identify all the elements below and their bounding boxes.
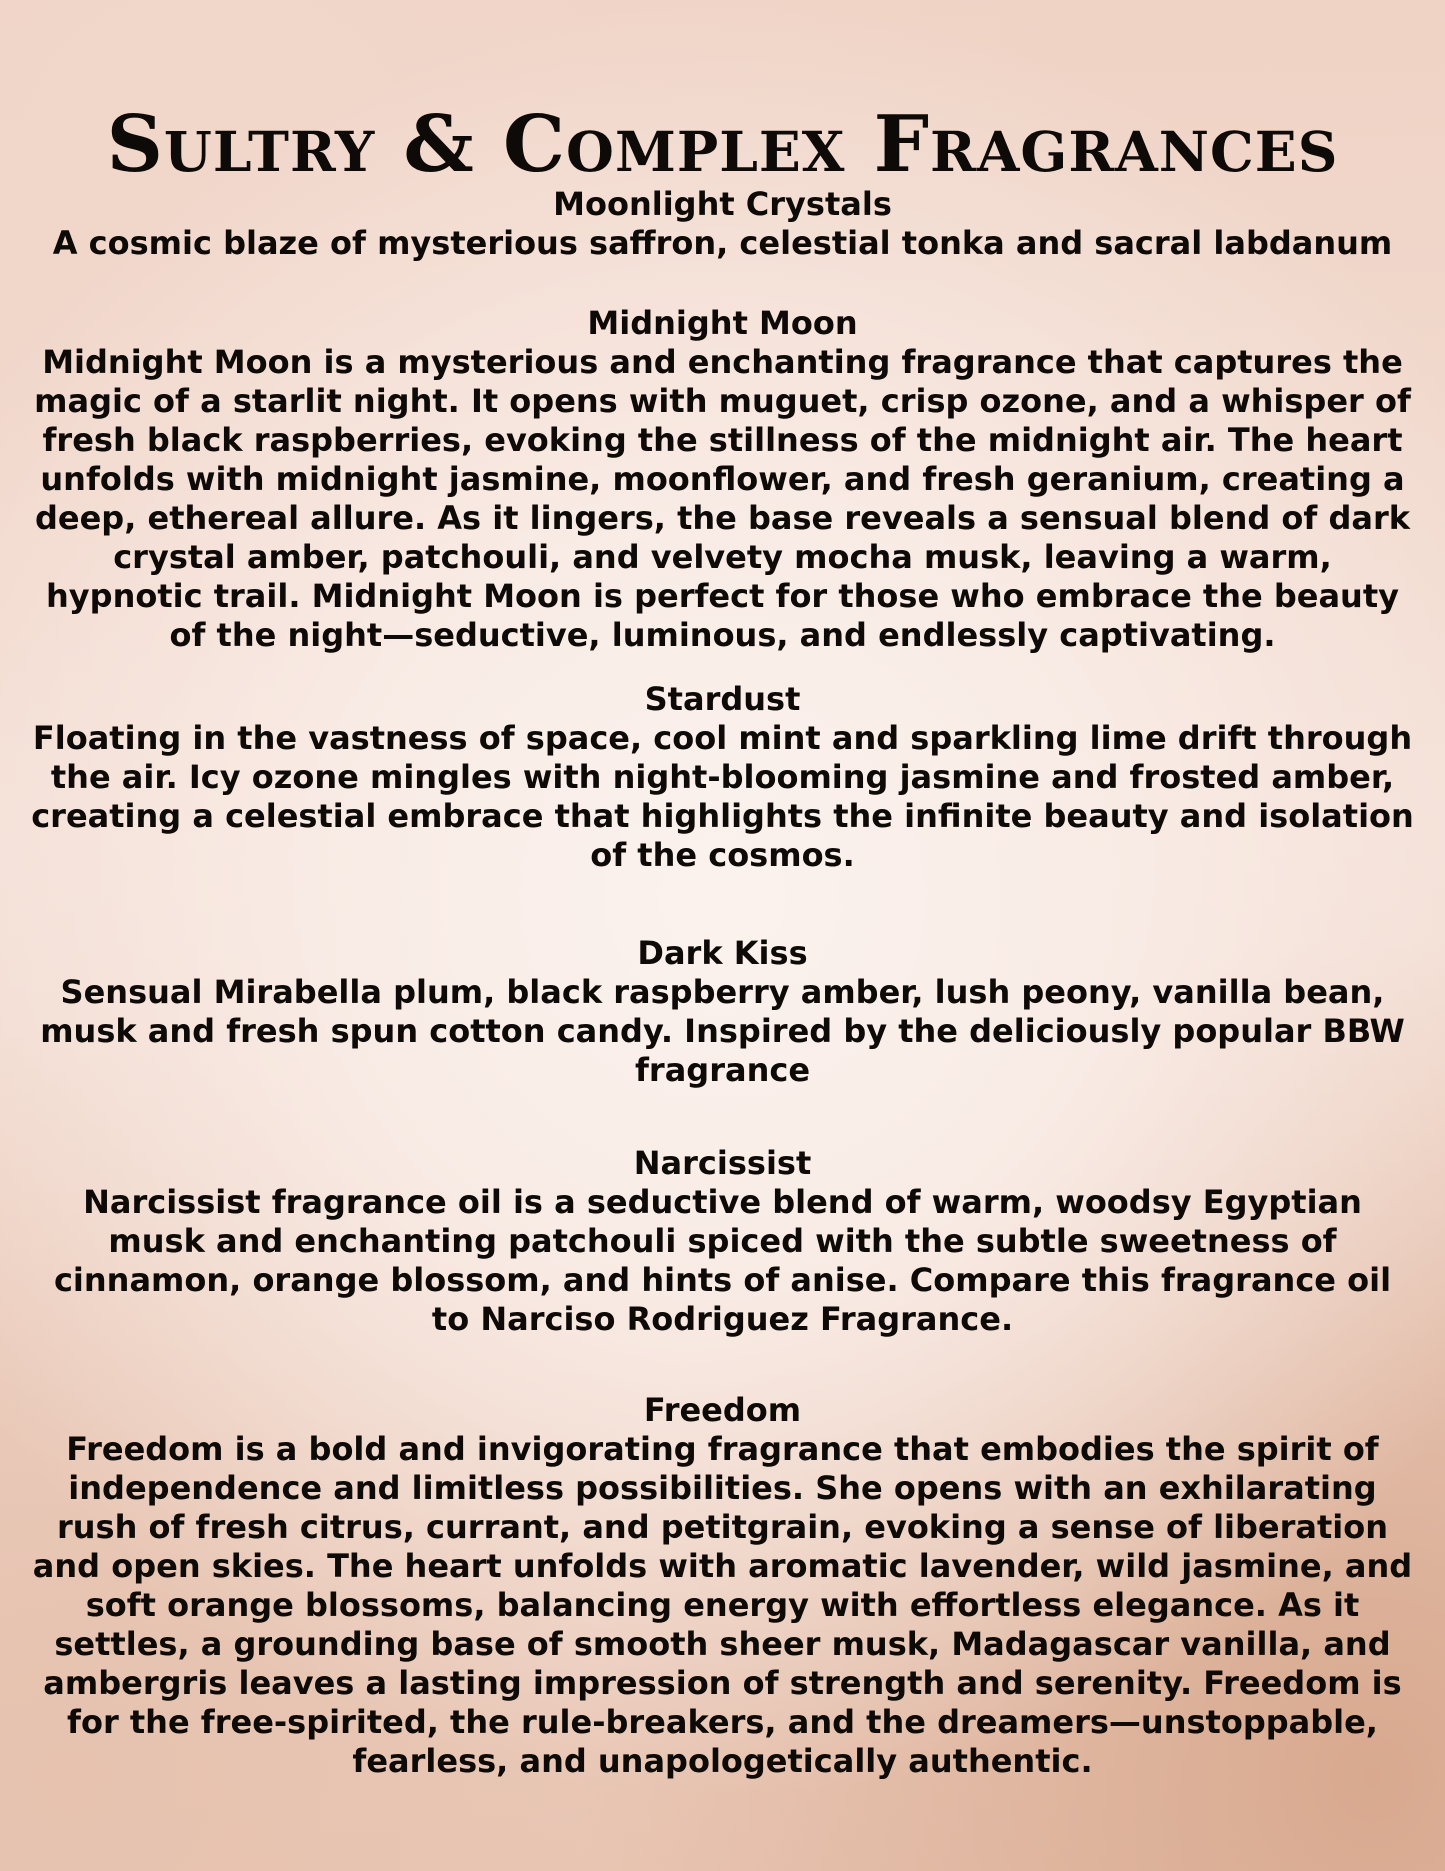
fragrance-name: Stardust	[644, 680, 801, 718]
fragrance-midnight-moon	[30, 304, 1415, 655]
fragrance-narcissist	[30, 1144, 1415, 1339]
fragrance-freedom	[30, 1391, 1415, 1781]
fragrance-moonlight-crystals	[30, 185, 1415, 263]
fragrance-dark-kiss	[30, 934, 1415, 1090]
fragrance-description: A cosmic blaze of mysterious saffron, celestial tonka and sacral labdanum	[52, 224, 1393, 262]
fragrance-description: Narcissist fragrance oil is a seductive blend of warm, woodsy Egyptian musk and enchanting patchouli spiced with the subtle sweetness of cinnamon, orange blossom, and hints of anise. Compare this fragrance oil to Narciso Rodriguez Fragrance.	[53, 1183, 1392, 1338]
fragrance-description: Floating in the vastness of space, cool mint and sparkling lime drift through the air. Icy ozone mingles with night-blooming jasmine and frosted amber, creating a celestial embrace that highlights the infinite beauty and isolation of the cosmos.	[31, 719, 1414, 874]
fragrance-name: Dark Kiss	[637, 934, 808, 972]
fragrance-description: Sensual Mirabella plum, black raspberry amber, lush peony, vanilla bean, musk and fresh spun cotton candy. Inspired by the deliciously popular BBW fragrance	[40, 973, 1405, 1089]
page-title: Sultry & Complex Fragrances	[106, 99, 1339, 191]
fragrance-stardust	[30, 680, 1415, 875]
fragrance-description: Midnight Moon is a mysterious and enchanting fragrance that captures the magic of a starlit night. It opens with muguet, crisp ozone, and a whisper of fresh black raspberries, evoking the stillness of the midnight air. The heart unfolds with midnight jasmine, moonflower, and fresh geranium, creating a deep, ethereal allure. As it lingers, the base reveals a sensual blend of dark crystal amber, patchouli, and velvety mocha musk, leaving a warm, hypnotic trail. Midnight Moon is perfect for those who embrace the beauty of the night—seductive, luminous, and endlessly captivating.	[34, 343, 1411, 654]
fragrance-name: Moonlight Crystals	[553, 185, 892, 223]
fragrance-name: Midnight Moon	[587, 304, 858, 342]
fragrance-description: Freedom is a bold and invigorating fragrance that embodies the spirit of independence and limitless possibilities. She opens with an exhilarating rush of fresh citrus, currant, and petitgrain, evoking a sense of liberation and open skies. The heart unfolds with aromatic lavender, wild jasmine, and soft orange blossoms, balancing energy with effortless elegance. As it settles, a grounding base of smooth sheer musk, Madagascar vanilla, and ambergris leaves a lasting impression of strength and serenity. Freedom is for the free-spirited, the rule-breakers, and the dreamers—unstoppable, fearless, and unapologetically authentic.	[32, 1430, 1413, 1780]
fragrance-name: Freedom	[643, 1391, 802, 1429]
fragrance-name: Narcissist	[633, 1144, 812, 1182]
